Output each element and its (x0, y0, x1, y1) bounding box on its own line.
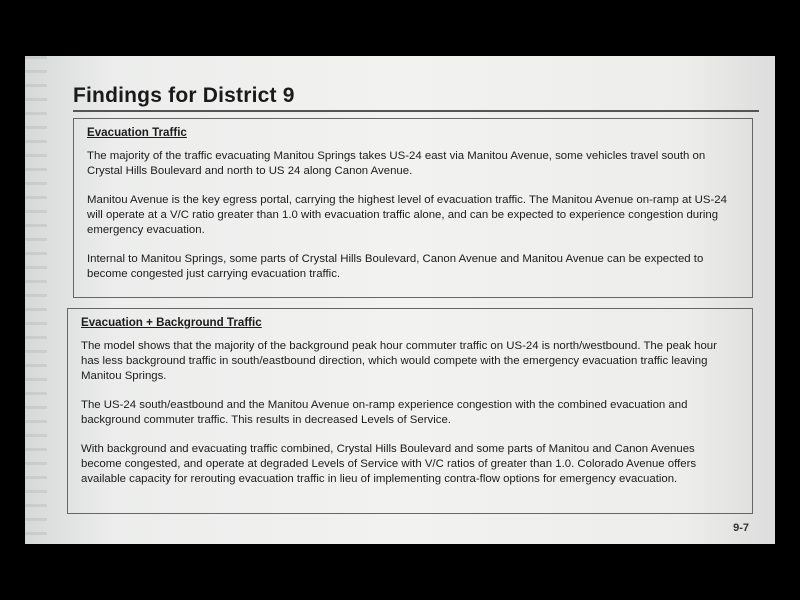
spiral-binding-edge (25, 56, 47, 544)
background-paragraph-1: The model shows that the majority of the background peak hour commuter traffic on US-24 is north/westbound. The peak hour has less background traffic in south/eastbound direction, which would compete with the emergency evacuation traffic leaving Manitou Springs. (81, 340, 717, 382)
document-page (25, 56, 775, 544)
page-number: 9-7 (733, 522, 749, 534)
background-paragraph-3: With background and evacuating traffic combined, Crystal Hills Boulevard and some parts of Manitou and Canon Avenues become congested, and operate at degraded Levels of Service with V/C ratios of greater than 1.0. Colorado Avenue offers available capacity for rerouting evacuation traffic in lieu of implementing contra-flow options for emergency evacuation. (81, 443, 697, 485)
section-heading-evacuation-traffic: Evacuation Traffic (87, 126, 187, 139)
title-underline-rule (73, 110, 759, 112)
evacuation-paragraph-3: Internal to Manitou Springs, some parts of Crystal Hills Boulevard, Canon Avenue and Manitou Avenue can be expected to become congested just carrying evacuation traffic. (87, 253, 704, 280)
page-title: Findings for District 9 (73, 84, 295, 107)
section-heading-evacuation-background-traffic: Evacuation + Background Traffic (81, 316, 262, 329)
evacuation-traffic-box (73, 118, 753, 298)
background-paragraph-2: The US-24 south/eastbound and the Manitou Avenue on-ramp experience congestion with the combined evacuation and background commuter traffic. This results in decreased Levels of Service. (81, 399, 688, 426)
evacuation-paragraph-1: The majority of the traffic evacuating Manitou Springs takes US-24 east via Manitou Avenue, some vehicles travel south on Crystal Hills Boulevard and north to US 24 along Canon Avenue. (87, 150, 706, 177)
evacuation-paragraph-2: Manitou Avenue is the key egress portal, carrying the highest level of evacuation traffic. The Manitou Avenue on-ramp at US-24 will operate at a V/C ratio greater than 1.0 with evacuation traffic alone, and can be expected to experience congestion during emergency evacuation. (87, 194, 727, 236)
evacuation-background-traffic-box (67, 308, 753, 514)
